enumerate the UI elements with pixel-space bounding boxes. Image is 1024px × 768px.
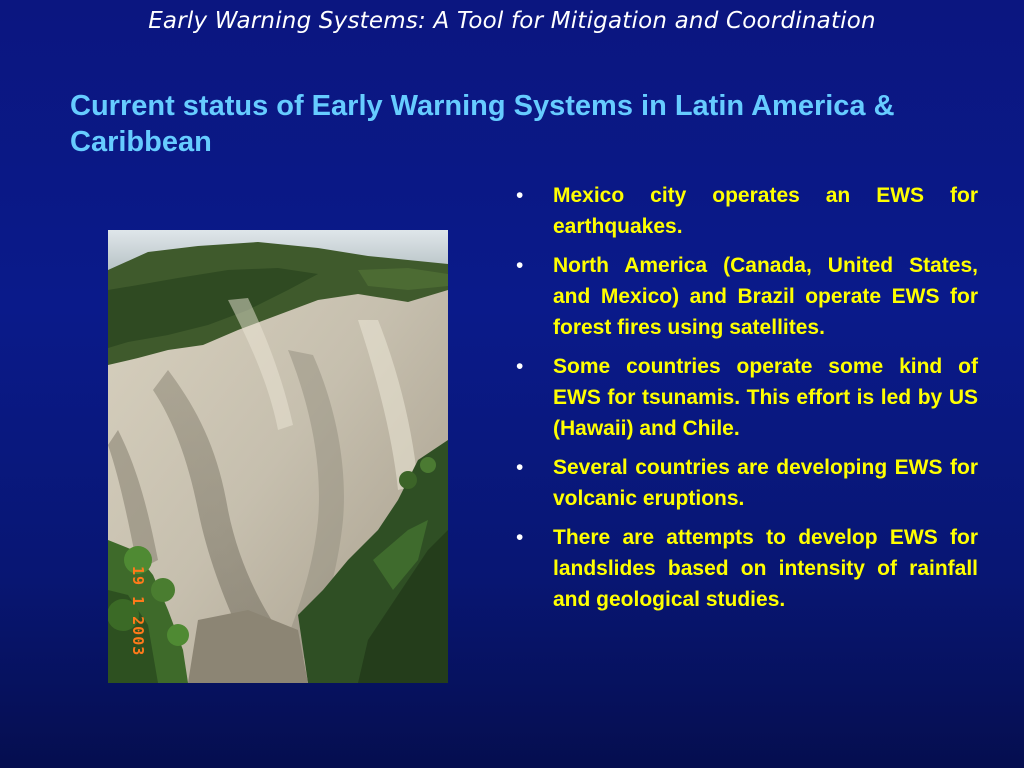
bullet-dot-icon: •: [516, 355, 524, 378]
bullet-text: Several countries are developing EWS for volcanic eruptions.: [553, 456, 978, 510]
bullet-dot-icon: •: [516, 456, 524, 479]
bullet-dot-icon: •: [516, 184, 524, 207]
bullet-item: [514, 250, 978, 343]
bullet-item: [514, 351, 978, 444]
bullet-list: [514, 180, 978, 623]
slide-title: Current status of Early Warning Systems in Latin America & Caribbean: [70, 90, 895, 158]
photo-date-stamp: 19 1 2003: [129, 566, 147, 657]
bullet-text: There are attempts to develop EWS for landslides based on intensity of rainfall and geological studies.: [553, 526, 978, 611]
bullet-item: [514, 522, 978, 615]
header-title: Early Warning Systems: A Tool for Mitigation and Coordination: [148, 8, 876, 34]
bullet-item: [514, 180, 978, 242]
landslide-photo: [108, 230, 448, 683]
bullet-text: North America (Canada, United States, and Mexico) and Brazil operate EWS for forest fires using satellites.: [553, 254, 978, 339]
bullet-text: Mexico city operates an EWS for earthquakes.: [553, 184, 978, 238]
bullet-item: [514, 452, 978, 514]
bullet-dot-icon: •: [516, 254, 524, 277]
bullet-dot-icon: •: [516, 526, 524, 549]
bullet-text: Some countries operate some kind of EWS for tsunamis. This effort is led by US (Hawaii) and Chile.: [553, 355, 978, 440]
